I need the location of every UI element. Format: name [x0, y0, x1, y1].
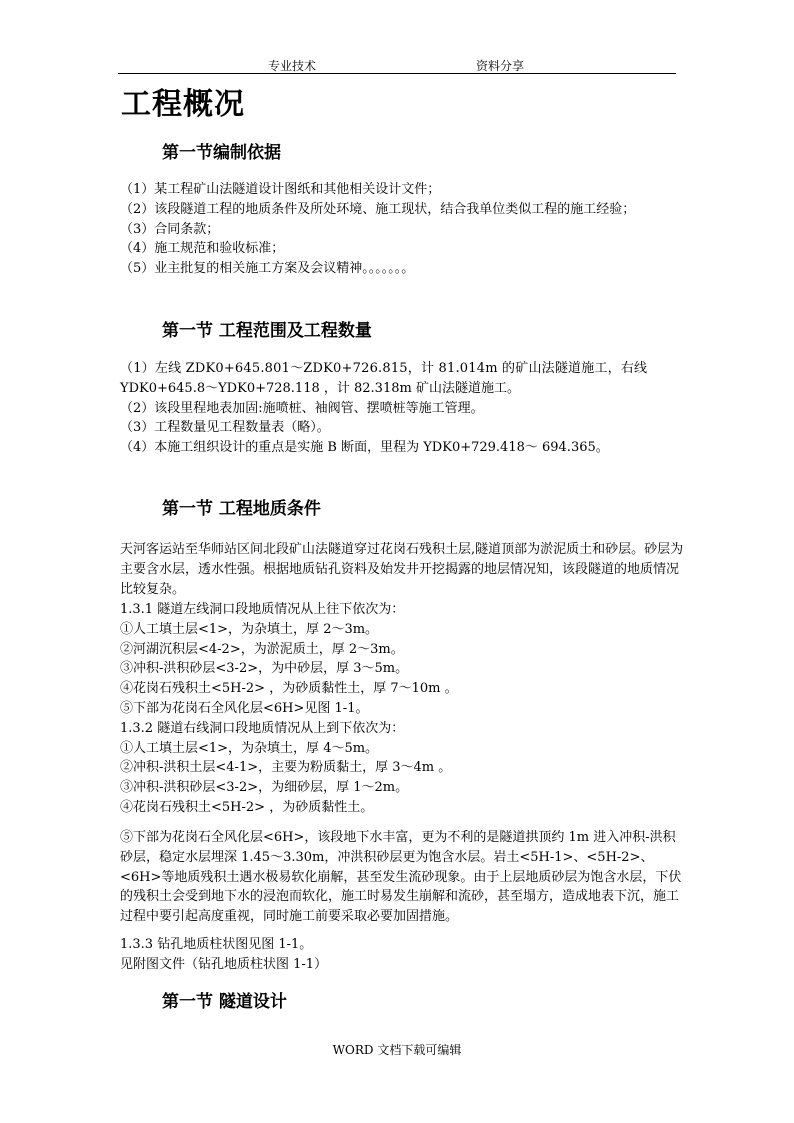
list-item: （5）业主批复的相关施工方案及会议精神。。。。。。。 [120, 261, 415, 277]
list-item: 1.3.2 隧道右线洞口段地质情况从上到下依次为： [120, 720, 405, 736]
list-item: ③冲积-洪积砂层<3-2>，为中砂层，厚 3～5m。 [120, 661, 409, 677]
list-item: ④花岗石残积土<5H-2> ，为砂质黏性土。 [120, 799, 374, 815]
list-item: ②冲积-洪积土层<4-1>，主要为粉质黏土，厚 3～4m 。 [120, 760, 452, 776]
list-item: 见附图文件（钻孔地质柱状图 1-1） [120, 956, 328, 972]
list-item: （1）某工程矿山法隧道设计图纸和其他相关设计文件； [120, 182, 441, 197]
scope-list [120, 359, 685, 458]
geology-layers-list [120, 600, 685, 818]
list-item: 1.3.3 钻孔地质柱状图见图 1-1。 [120, 937, 313, 952]
list-item: ②河湖沉积层<4-2>，为淤泥质土，厚 2～3m。 [120, 641, 404, 657]
list-item: （4）本施工组织设计的重点是实施 B 断面，里程为 YDK0+729.418～ 694.365。 [120, 440, 609, 456]
list-item-continuation: YDK0+645.8～YDK0+728.118 ，计 82.318m 矿山法隧道施工。 [120, 380, 520, 396]
list-item: （2）该段里程地表加固:施喷桩、袖阀管、摆喷桩等施工管理。 [120, 400, 484, 416]
section-heading-geology: 第一节 工程地质条件 [162, 499, 321, 519]
geology-body [120, 540, 685, 599]
list-item: ④花岗石残积土<5H-2> ，为砂质黏性土，厚 7～10m 。 [120, 681, 458, 697]
header-left-text: 专业技术 [268, 59, 317, 73]
list-item: ①人工填土层<1>，为杂填土，厚 2～3m。 [120, 621, 379, 637]
list-item: （2）该段隧道工程的地质条件及所处环境、施工现状，结合我单位类似工程的施工经验； [120, 201, 636, 217]
list-item: 1.3.1 隧道左线洞口段地质情况从上往下依次为： [120, 602, 405, 617]
list-item: ⑤下部为花岗石全风化层<6H>见图 1-1。 [120, 700, 369, 716]
header-right-text: 资料分享 [476, 59, 525, 73]
section-heading-basis: 第一节编制依据 [162, 143, 281, 163]
list-item: ③冲积-洪积砂层<3-2>，为细砂层，厚 1～2m。 [120, 780, 409, 796]
header-divider [118, 73, 676, 74]
section-heading-scope: 第一节 工程范围及工程数量 [162, 321, 372, 341]
list-item: ①人工填土层<1>，为杂填土，厚 4～5m。 [120, 740, 379, 756]
list-item: （3）工程数量见工程数量表（略）。 [120, 420, 330, 436]
geology-figure-notes [120, 935, 685, 975]
list-item: （3）合同条款； [120, 221, 220, 237]
page-footer: WORD 文档下载可编辑 [332, 1043, 462, 1057]
list-item: （4）施工规范和验收标准； [120, 241, 285, 257]
geology-intro-paragraph: 天河客运站至华师站区间北段矿山法隧道穿过花岗石残积土层,隧道顶部为淤泥质土和砂层。砂层为主要含水层，透水性强。根据地质钻孔资料及始发井开挖揭露的地层情况知，该段隧道的地质情况比较复杂。 [120, 542, 684, 597]
geology-detail [120, 828, 685, 927]
section-heading-tunnel-design: 第一节 隧道设计 [162, 992, 287, 1012]
list-item: （1）左线 ZDK0+645.801～ZDK0+726.815，计 81.014m 的矿山法隧道施工，右线 [120, 361, 648, 376]
geology-water-paragraph: ⑤下部为花岗石全风化层<6H>，该段地下水丰富，更为不利的是隧道拱顶约 1m 进入冲积-洪积砂层，稳定水层埋深 1.45～3.30m，冲洪积砂层更为饱含水层。岩土<5H-1>、<5H-2>、<6H>等地质残积土遇水极易软化崩解，甚至发生流砂现象。由于上层地质砂层为饱含水层，下伏的残积土会受到地下水的浸泡而软化，施工时易发生崩解和流砂，甚至塌方，造成地表下沉，施工过程中要引起高度重视，同时施工前要采取必要加固措施。 [120, 830, 682, 925]
document-title: 工程概况 [121, 87, 245, 122]
basis-list [120, 180, 685, 279]
